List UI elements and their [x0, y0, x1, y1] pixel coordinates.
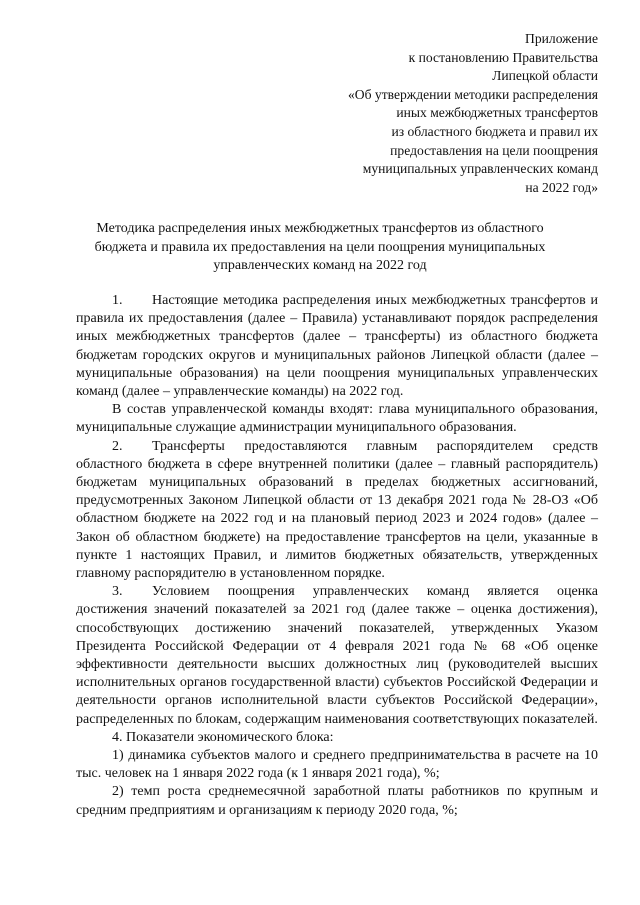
appendix-line: из областного бюджета и правил их	[391, 123, 598, 139]
paragraph-2	[76, 438, 598, 584]
indicator-item: 2) темп роста среднемесячной заработной платы работников по крупным и средним предприятиям и организациям к периоду 2020 года, %;	[76, 784, 598, 818]
appendix-line: муниципальных управленческих команд	[362, 161, 598, 177]
paragraph-number: 1.	[112, 293, 123, 308]
paragraph-text: Настоящие методика распределения иных межбюджетных трансфертов и правила их предоставления (далее – Правила) устанавливают порядок распределения иных межбюджетных трансфертов (далее – трансферты) из областного бюджета бюджетам городских округов и муниципальных районов Липецкой области (далее – муниципальные образования) на цели поощрения муниципальных управленческих команд (далее – управленческие команды) на 2022 год.	[76, 293, 598, 400]
paragraph-number: 3.	[112, 584, 123, 600]
paragraph-4-heading: 4. Показатели экономического блока:	[112, 729, 334, 745]
paragraph-text: Условием поощрения управленческих команд является оценка достижения значений показателей за 2021 год (далее также – оценка достижения), способствующих достижению значений показателей, утвержденных Указом Президента Российской Федерации от 4 февраля 2021 года № 68 «Об оценке эффективности деятельности высших должностных лиц (руководителей высших исполнительных органов государственной власти) субъектов Российской Федерации и деятельности органов исполнительной власти субъектов Российской Федерации», распределенных по блокам, содержащим наименования соответствующих показателей.	[76, 584, 598, 727]
document-title: Методика распределения иных межбюджетных трансфертов из областного бюджета и правила их предоставления на цели поощрения муниципальных управленческих команд на 2022 год	[94, 221, 546, 274]
paragraph-3	[76, 583, 598, 729]
paragraph-text: Трансферты предоставляются главным распорядителем средств областного бюджета в сфере внутренней политики (далее – главный распорядитель) бюджетам муниципальных образований в пределах бюджетных ассигнований, предусмотренных Законом Липецкой области от 13 декабря 2021 года № 28-ОЗ «Об областном бюджете на 2022 год и на плановый период 2023 и 2024 годов» (далее – Закон об областном бюджете) на предоставление трансфертов на цели, указанные в пункте 1 настоящих Правил, и лимитов бюджетных обязательств, утвержденных главному распорядителю в установленном порядке.	[76, 438, 598, 582]
paragraph-number: 2.	[112, 438, 123, 454]
appendix-line: на 2022 год»	[525, 179, 598, 195]
appendix-line: предоставления на цели поощрения	[390, 142, 598, 158]
appendix-line: Липецкой области	[492, 68, 598, 84]
appendix-line: Приложение	[525, 31, 598, 46]
appendix-line: к постановлению Правительства	[408, 49, 598, 65]
document-body	[76, 292, 598, 820]
paragraph-1	[76, 292, 598, 401]
appendix-line: «Об утверждении методики распределения	[347, 86, 598, 102]
appendix-line: иных межбюджетных трансфертов	[396, 105, 598, 121]
appendix-header	[268, 30, 598, 197]
paragraph-team-composition: В состав управленческой команды входят: глава муниципального образования, муниципальные служащие администрации муниципального образования.	[76, 402, 598, 436]
indicator-item: 1) динамика субъектов малого и среднего предпринимательства в расчете на 10 тыс. человек на 1 января 2022 года (к 1 января 2021 года), %;	[76, 748, 598, 782]
